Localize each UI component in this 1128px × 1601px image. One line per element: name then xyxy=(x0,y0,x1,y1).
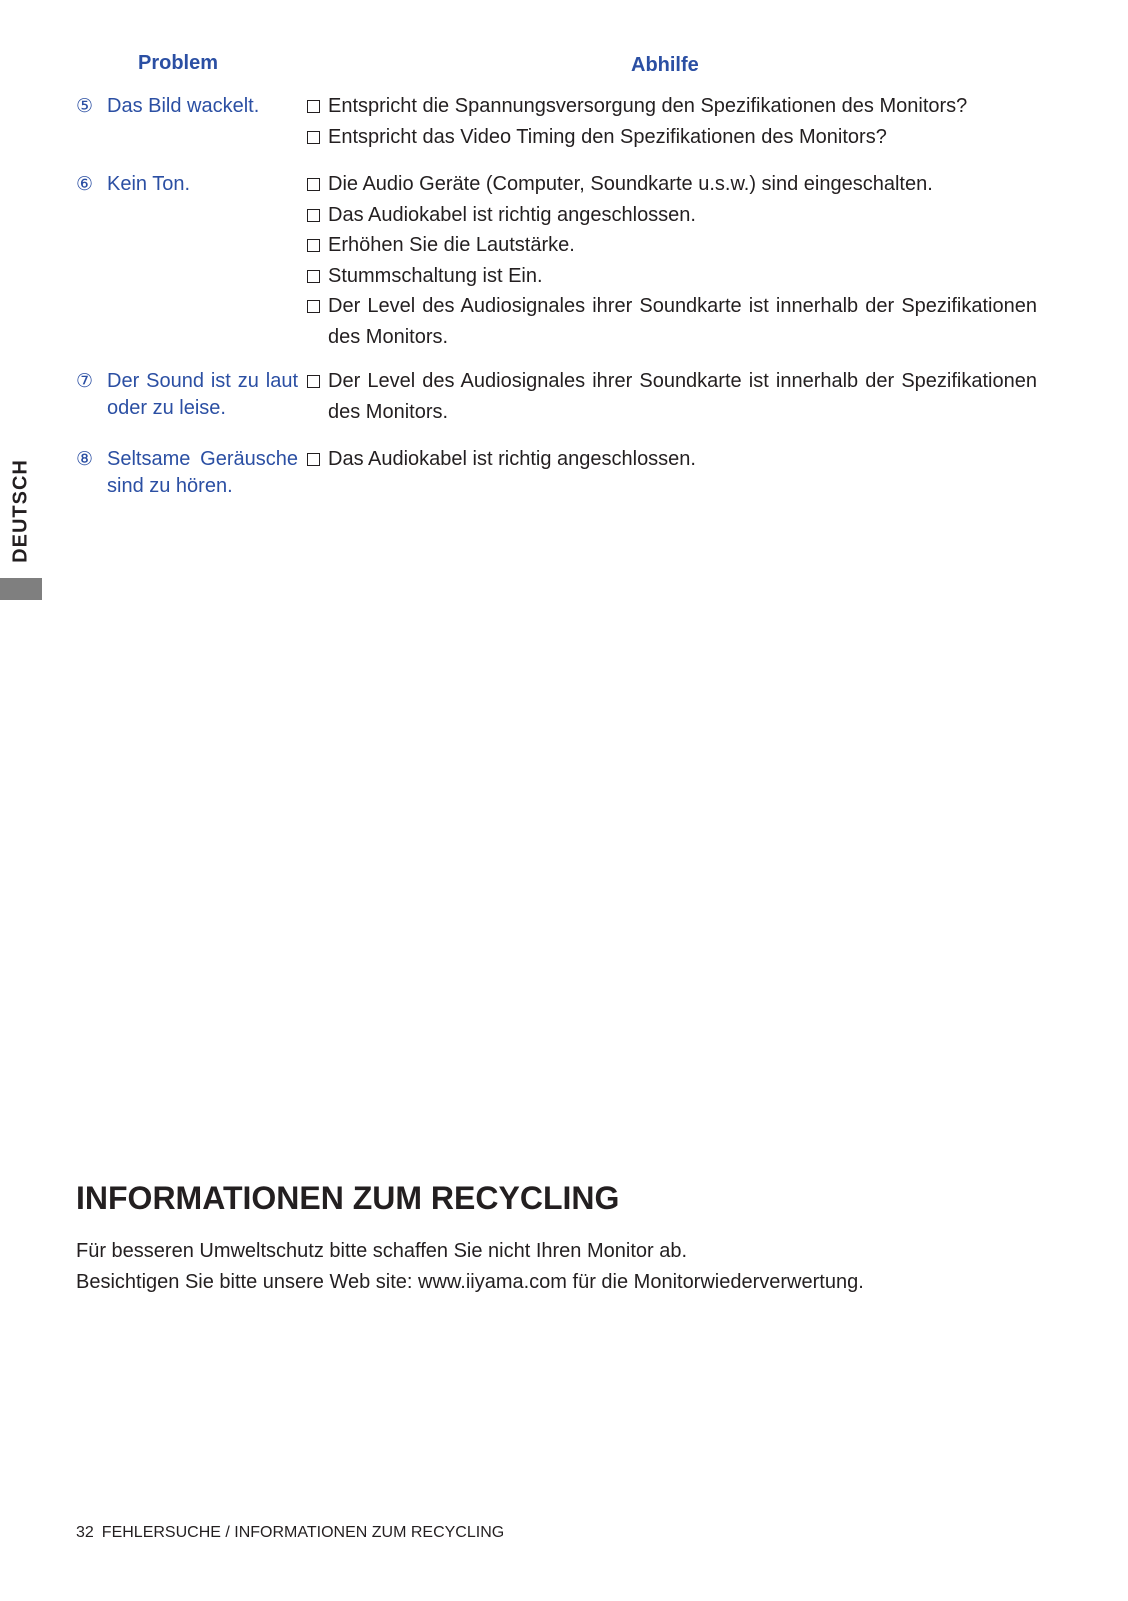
checkbox-icon xyxy=(307,100,320,113)
remedy-item xyxy=(307,169,1037,200)
recycling-heading: INFORMATIONEN ZUM RECYCLING xyxy=(76,1180,620,1216)
problem-number: ⑤ xyxy=(76,95,94,117)
problem-column-header: Problem xyxy=(138,52,219,74)
language-side-tab xyxy=(0,448,42,600)
problem-number: ⑧ xyxy=(76,448,94,470)
remedy-list xyxy=(307,91,1037,152)
remedy-list xyxy=(307,366,1037,427)
remedy-text: Der Level des Audiosignales ihrer Soundkarte ist innerhalb der Spezifikationen des Monitors. xyxy=(328,295,1037,348)
checkbox-icon xyxy=(307,209,320,222)
recycling-text xyxy=(76,1236,864,1298)
remedy-item xyxy=(307,91,1037,122)
remedy-text: Stummschaltung ist Ein. xyxy=(328,264,543,287)
checkbox-icon xyxy=(307,239,320,252)
checkbox-icon xyxy=(307,453,320,466)
problem-text: Das Bild wackelt. xyxy=(107,95,260,117)
remedy-item xyxy=(307,200,1037,231)
recycling-line: Für besseren Umweltschutz bitte schaffen Sie nicht Ihren Monitor ab. xyxy=(76,1240,688,1262)
problem-number: ⑥ xyxy=(76,173,94,195)
page-footer xyxy=(76,1524,504,1542)
remedy-text: Erhöhen Sie die Lautstärke. xyxy=(328,234,575,256)
remedy-text: Entspricht die Spannungsversorgung den Spezifikationen des Monitors? xyxy=(328,95,968,117)
remedy-list xyxy=(307,444,1037,475)
remedy-item xyxy=(307,291,1037,352)
language-label: DEUTSCH xyxy=(9,459,32,563)
remedy-text: Das Audiokabel ist richtig angeschlossen. xyxy=(328,203,696,226)
remedy-text: Der Level des Audiosignales ihrer Soundkarte ist innerhalb der Spezifikationen des Monitors. xyxy=(328,370,1037,423)
problem-text: Seltsame Geräusche sind zu hören. xyxy=(107,448,298,497)
page-number: 32 xyxy=(76,1524,94,1541)
remedy-item xyxy=(307,122,1037,153)
problem-cell xyxy=(76,171,298,198)
remedy-item xyxy=(307,230,1037,261)
remedy-item xyxy=(307,366,1037,427)
problem-text: Kein Ton. xyxy=(107,173,191,195)
remedy-text: Das Audiokabel ist richtig angeschlossen. xyxy=(328,448,696,470)
remedy-list xyxy=(307,169,1037,352)
checkbox-icon xyxy=(307,178,320,191)
remedy-text: Entspricht das Video Timing den Spezifikationen des Monitors? xyxy=(328,125,887,148)
checkbox-icon xyxy=(307,270,320,283)
remedy-item xyxy=(307,444,1037,475)
recycling-line: Besichtigen Sie bitte unsere Web site: www.iiyama.com für die Monitorwiederverwertung. xyxy=(76,1271,864,1293)
problem-text: Der Sound ist zu laut oder zu leise. xyxy=(107,370,298,419)
problem-cell xyxy=(76,368,298,422)
side-tab-marker xyxy=(0,578,42,600)
problem-cell xyxy=(76,446,298,500)
problem-number: ⑦ xyxy=(76,370,94,392)
remedy-text: Die Audio Geräte (Computer, Soundkarte u.s.w.) sind eingeschalten. xyxy=(328,173,933,195)
checkbox-icon xyxy=(307,131,320,144)
remedy-item xyxy=(307,261,1037,292)
checkbox-icon xyxy=(307,375,320,388)
checkbox-icon xyxy=(307,300,320,313)
problem-cell xyxy=(76,93,298,120)
remedy-column-header: Abhilfe xyxy=(631,54,699,76)
footer-section-title: FEHLERSUCHE / INFORMATIONEN ZUM RECYCLING xyxy=(101,1524,505,1541)
